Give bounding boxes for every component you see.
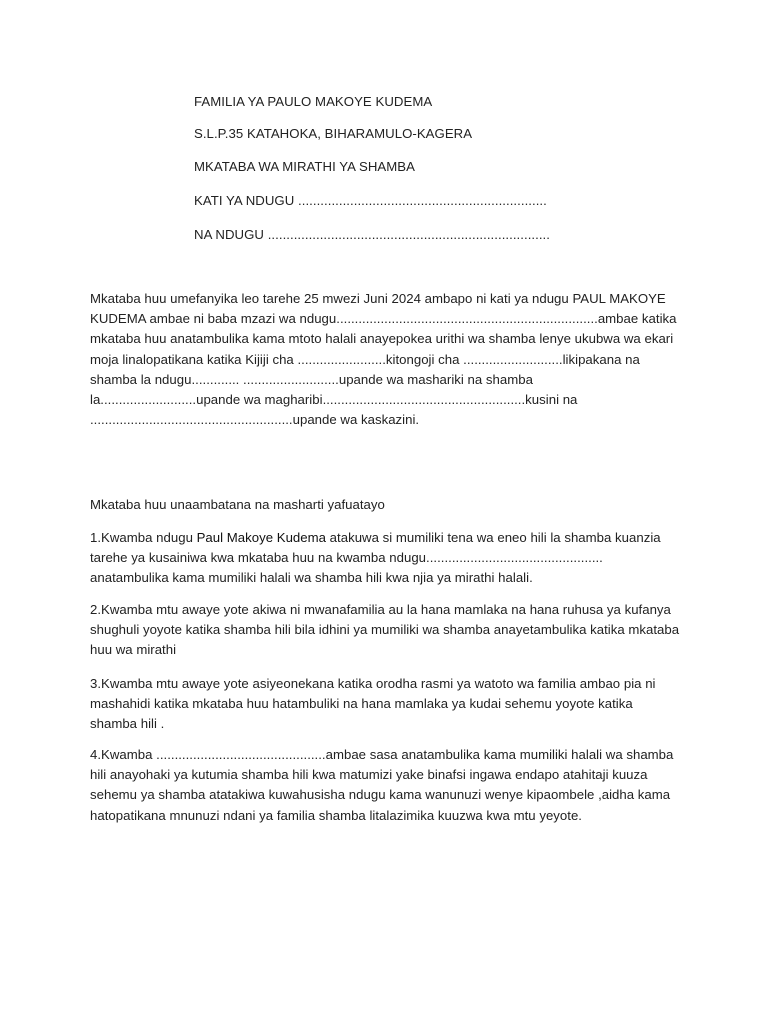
clause-1-suffix: atakuwa si mumiliki tena wa eneo hili la shamba kuanzia tarehe ya kusainiwa kwa mkataba huu na kwamba ndugu................................................ anatambulika kama mumiliki halali wa shamba hili kwa njia ya mirathi halali. — [90, 530, 661, 586]
clause-4: 4.Kwamba ..............................................ambae sasa anatambulika kama mumiliki halali wa shamba hili anayohaki ya kutumia shamba hili kwa matumizi yake binafsi ingawa endapo atahitaji kuuza sehemu ya shamba atatakiwa kuwahusisha ndugu kama wanunuzi wenye kipaombele ,aidha kama hatopatikana mnunuzi ndani ya familia shamba litalazimika kuuzwa kwa mtu yeyote. — [90, 747, 674, 823]
clause-2: 2.Kwamba mtu awaye yote akiwa ni mwanafamilia au la hana mamlaka na hana ruhusa ya kufanya shughuli yoyote katika shamba hili bila idhini ya mumiliki wa shamba anayetambulika katika mkataba huu wa mirathi — [90, 602, 680, 658]
intro-paragraph: Mkataba huu umefanyika leo tarehe 25 mwezi Juni 2024 ambapo ni kati ya ndugu PAUL MAKOYE KUDEMA ambae ni baba mzazi wa ndugu.......................................................................ambae katika mkataba huu anatambulika kama mtoto halali anayepokea urithi wa shamba lenye ukubwa wa ekari moja linalopatikana katika Kijiji cha ........................kitongoji cha ...........................likipakana na shamba la ndugu............. ..........................upande wa mashariki na shamba la..........................upande wa magharibi.......................................................kusini na .......................................................upande wa kaskazini. — [90, 291, 677, 428]
contract-title: MKATABA WA MIRATHI YA SHAMBA — [194, 159, 415, 174]
clause-1 — [90, 528, 680, 589]
clause-1-name: Paul Makoye Kudema — [196, 530, 326, 545]
clause-1-prefix: 1.Kwamba ndugu — [90, 530, 197, 545]
and-party-line: NA NDUGU ............................................................................ — [194, 227, 550, 242]
family-name-heading: FAMILIA YA PAULO MAKOYE KUDEMA — [194, 94, 433, 109]
conditions-intro: Mkataba huu unaambatana na masharti yafuatayo — [90, 497, 385, 512]
clause-3: 3.Kwamba mtu awaye yote asiyeonekana katika orodha rasmi ya watoto wa familia ambao pia ni mashahidi katika mkataba huu hatambuliki na hana mamlaka ya kudai sehemu yoyote katika shamba hili . — [90, 676, 656, 732]
between-party-line: KATI YA NDUGU ................................................................... — [194, 193, 547, 208]
postal-address: S.L.P.35 KATAHOKA, BIHARAMULO-KAGERA — [194, 126, 473, 141]
